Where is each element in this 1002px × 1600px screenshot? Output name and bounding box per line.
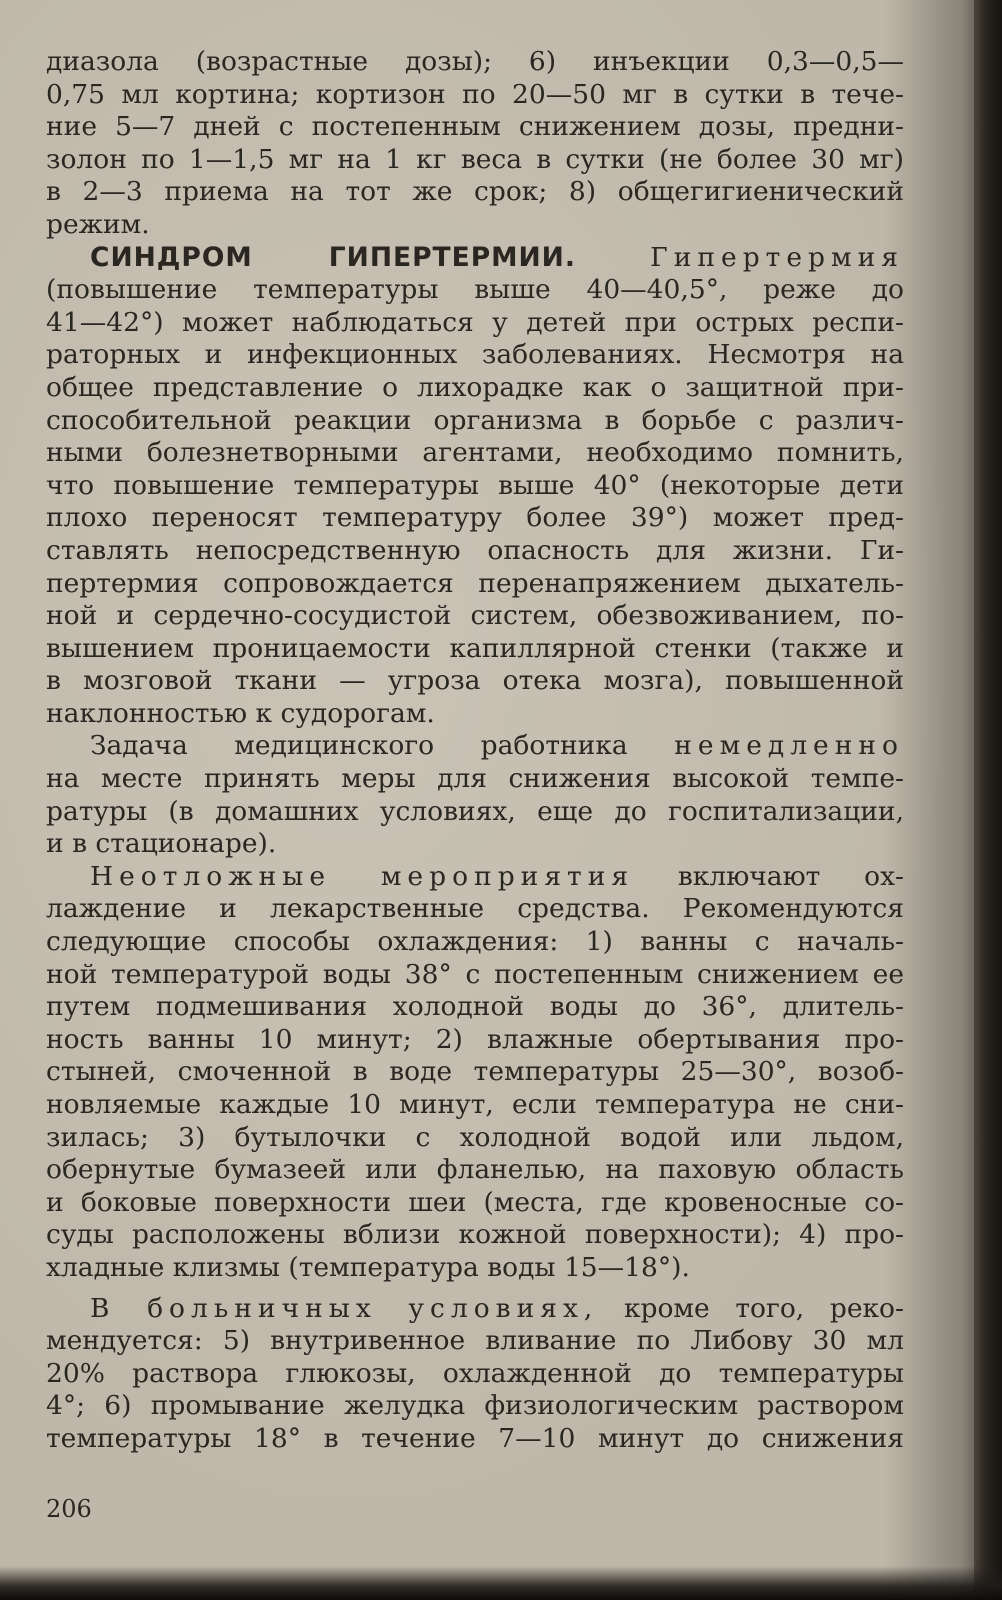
text-line xyxy=(46,1293,904,1326)
text-line: и боковые поверхности шеи (места, где кровеносные со- xyxy=(46,1186,904,1218)
section-heading: СИНДРОМ ГИПЕРТЕРМИИ. xyxy=(90,241,576,273)
text-line xyxy=(46,730,904,763)
text-line: (повышение температуры выше 40—40,5°, реже до xyxy=(46,274,904,306)
text-line: 4°; 6) промывание желудка физиологическим раствором xyxy=(46,1390,904,1422)
text-line: ратуры (в домашних условиях, еще до госпитализации, xyxy=(46,795,904,827)
text-line: диазола (возрастные дозы); 6) инъекции 0,3—0,5— xyxy=(46,46,904,77)
heading-tail: Гипертермия xyxy=(650,241,904,273)
text-line: лаждение и лекарственные средства. Рекомендуются xyxy=(46,893,904,925)
text-line xyxy=(46,861,904,894)
book-spine-shadow xyxy=(974,0,1002,1600)
spaced-emphasis: немедленно xyxy=(674,730,904,762)
text-line: следующие способы охлаждения: 1) ванны с началь- xyxy=(46,926,904,958)
section-heading-line xyxy=(46,242,904,275)
text-line: 20% раствора глюкозы, охлажденной до температуры xyxy=(46,1357,904,1389)
text-line: мендуется: 5) внутривенное вливание по Либову 30 мл xyxy=(46,1325,904,1357)
text-line: новляемые каждые 10 минут, если температура не сни- xyxy=(46,1089,904,1120)
text-line: обернутые бумазеей или фланелью, на паховую область xyxy=(46,1154,904,1186)
plain-text: включают ох- xyxy=(677,860,904,892)
text-line: ной и сердечно-сосудистой систем, обезвоживанием, по- xyxy=(46,600,904,632)
text-line: суды расположены вблизи кожной поверхности); 4) про- xyxy=(46,1219,904,1251)
text-line: стыней, смоченной в воде температуры 25—30°, возоб- xyxy=(46,1056,904,1088)
plain-text: Задача медицинского работника xyxy=(90,730,628,762)
page-number: 206 xyxy=(46,1495,92,1523)
text-line: в 2—3 приема на тот же срок; 8) общегигиенический xyxy=(46,176,904,208)
spaced-emphasis: В больничных условиях, xyxy=(90,1292,599,1324)
text-line: режим. xyxy=(46,208,150,240)
spaced-emphasis: Неотложные мероприятия xyxy=(90,860,635,892)
text-line: 0,75 мл кортина; кортизон по 20—50 мг в сутки в тече- xyxy=(46,78,904,110)
text-line: ной температурой воды 38° с постепенным снижением ее xyxy=(46,958,904,990)
text-line: что повышение температуры выше 40° (некоторые дети xyxy=(46,469,904,501)
paragraph-5 xyxy=(46,1293,904,1456)
text-line: и в стационаре). xyxy=(46,828,277,860)
text-line: вышением проницаемости капиллярной стенки (также и xyxy=(46,632,904,664)
text-line: в мозговой ткани — угроза отека мозга), повышенной xyxy=(46,665,904,697)
text-line: ставлять непосредственную опасность для жизни. Ги- xyxy=(46,534,904,566)
paragraph-2 xyxy=(46,242,904,731)
text-line: пертермия сопровождается перенапряжением дыхатель- xyxy=(46,567,904,599)
text-line: ние 5—7 дней с постепенным снижением дозы, предни- xyxy=(46,111,904,143)
text-line: путем подмешивания холодной воды до 36°, длитель- xyxy=(46,991,904,1023)
page-text xyxy=(46,46,904,1456)
text-line: на месте принять меры для снижения высокой темпе- xyxy=(46,763,904,795)
paragraph-1 xyxy=(46,46,904,242)
text-line: температуры 18° в течение 7—10 минут до снижения xyxy=(46,1422,904,1454)
text-line: раторных и инфекционных заболеваниях. Несмотря на xyxy=(46,339,904,371)
text-line: способительной реакции организма в борьбе с различ- xyxy=(46,404,904,436)
page-bottom-edge xyxy=(0,1566,1002,1600)
paragraph-3 xyxy=(46,730,904,860)
text-line: хладные клизмы (температура воды 15—18°). xyxy=(46,1251,690,1283)
text-line: ными болезнетворными агентами, необходимо помнить, xyxy=(46,437,904,469)
text-line: общее представление о лихорадке как о защитной при- xyxy=(46,371,904,403)
plain-text: кроме того, реко- xyxy=(623,1292,904,1324)
text-line: плохо переносят температуру более 39°) может пред- xyxy=(46,502,904,534)
paragraph-4 xyxy=(46,861,904,1285)
text-line: зилась; 3) бутылочки с холодной водой или льдом, xyxy=(46,1121,904,1153)
text-line: 41—42°) может наблюдаться у детей при острых респи- xyxy=(46,306,904,338)
text-line: золон по 1—1,5 мг на 1 кг веса в сутки (не более 30 мг) xyxy=(46,143,904,175)
text-line: наклонностью к судорогам. xyxy=(46,697,435,729)
text-line: ность ванны 10 минут; 2) влажные обертывания про- xyxy=(46,1023,904,1055)
